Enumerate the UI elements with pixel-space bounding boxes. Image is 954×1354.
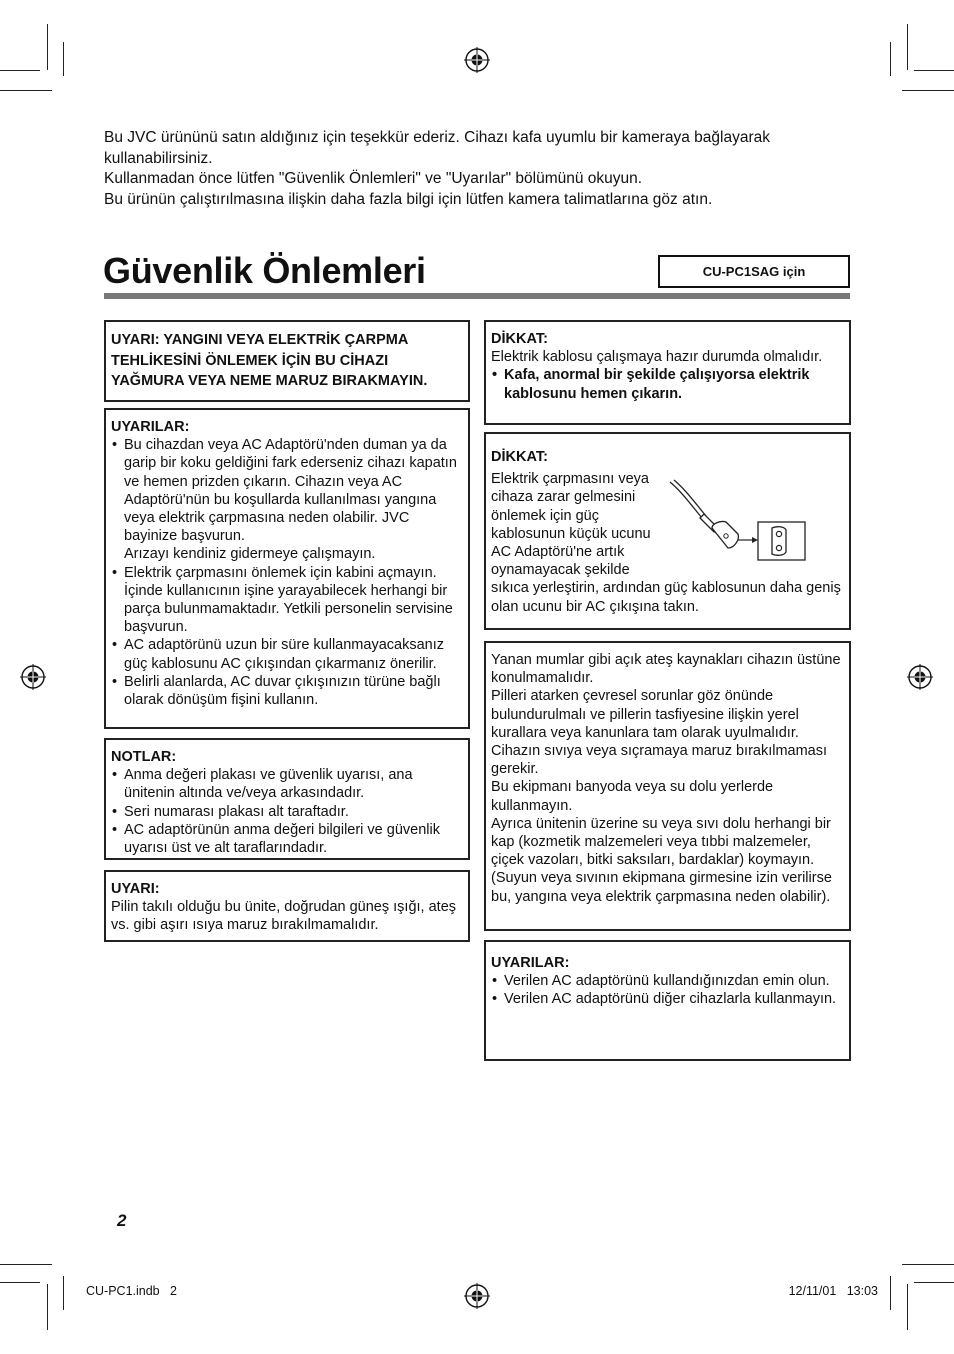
battery-warning-heading: UYARI: bbox=[111, 881, 160, 897]
model-label: CU-PC1SAG için bbox=[658, 255, 850, 288]
caution-text-line: önlemek için güç bbox=[491, 507, 599, 524]
warnings-box bbox=[104, 408, 470, 729]
registration-mark-icon bbox=[907, 664, 933, 690]
caution-box-1 bbox=[484, 320, 851, 425]
notes-box bbox=[104, 738, 470, 860]
caution-text-line: kablosunun küçük ucunu bbox=[491, 525, 651, 542]
notes-heading: NOTLAR: bbox=[111, 749, 177, 765]
footer-file: CU-PC1.indb 2 bbox=[86, 1284, 178, 1298]
registration-mark-icon bbox=[464, 1283, 490, 1309]
list-item bbox=[111, 436, 463, 563]
registration-mark-icon bbox=[20, 664, 46, 690]
caution-heading: DİKKAT: bbox=[491, 449, 548, 465]
list-item: • Belirli alanlarda, AC duvar çıkışınızın türüne bağlı olarak dönüşüm fişini kullanın. bbox=[111, 673, 463, 709]
caution-text-line: AC Adaptörü'ne artık bbox=[491, 544, 625, 561]
list-item: • AC adaptörünün anma değeri bilgileri ve güvenlik uyarısı üst ve alt taraflarındadır. bbox=[111, 821, 463, 857]
list-item: • AC adaptörünü uzun bir süre kullanmayacaksanız güç kablosunu AC çıkışından çıkarmanız önerilir. bbox=[111, 636, 463, 672]
safety-text: Bu ekipmanı banyoda veya su dolu yerlerde kullanmayın. bbox=[491, 779, 774, 814]
general-safety-box bbox=[484, 641, 851, 931]
intro-paragraph: Bu ürünün çalıştırılmasına ilişkin daha fazla bilgi için lütfen kamera talimatlarına göz atın. bbox=[104, 191, 713, 209]
caution-text-line: Elektrik çarpmasını veya bbox=[491, 471, 649, 488]
page-title: Güvenlik Önlemleri bbox=[103, 250, 426, 291]
fire-warning-text: UYARI: YANGINI VEYA ELEKTRİK ÇARPMA TEHLİKESİNİ ÖNLEMEK İÇİN BU CİHAZI YAĞMURA VEYA NEME MARUZ BIRAKMAYIN. bbox=[111, 332, 428, 389]
battery-warning-box bbox=[104, 870, 470, 942]
caution-text-rest: sıkıca yerleştirin, ardından güç kablosunun daha geniş olan ucunu bir AC çıkışına takın. bbox=[491, 580, 841, 615]
list-item: • Anma değeri plakası ve güvenlik uyarısı, ana ünitenin altında ve/veya arkasındadır. bbox=[111, 766, 463, 802]
safety-text: Ayrıca ünitenin üzerine su veya sıvı dolu herhangi bir kap (kozmetik malzemeleri veya tıbbi malzemeler, çiçek vazoları, bitki saksıları, bardaklar) koymayın. (Suyun veya sıvının ekipmana girmesine izin verilirse bu, yangına veya elektrik çarpmasına neden olabilir). bbox=[491, 815, 832, 905]
page-number: 2 bbox=[117, 1211, 127, 1230]
caution-heading: DİKKAT: bbox=[491, 331, 548, 347]
fire-warning-box bbox=[104, 320, 470, 402]
warnings-heading: UYARILAR: bbox=[111, 419, 190, 435]
caution-text-line: oynamayacak şekilde bbox=[491, 562, 630, 579]
warnings-box-2 bbox=[484, 940, 851, 1061]
list-item: • Elektrik çarpmasını önlemek için kabini açmayın. İçinde kullanıcının işine yarayabilecek herhangi bir parça bulunmamaktadır. Yetkili personelin servisine başvurun. bbox=[111, 564, 463, 637]
safety-text: Pilleri atarken çevresel sorunlar göz önünde bulundurulmalı ve pillerin tasfiyesine ilişkin yerel kurallara veya kanunlara tam olarak uyulmalıdır. bbox=[491, 688, 799, 741]
safety-text: Cihazın sıvıya veya sıçramaya maruz bırakılmaması gerekir. bbox=[491, 743, 828, 778]
footer-datetime: 12/11/01 13:03 bbox=[788, 1284, 878, 1298]
list-item: • Verilen AC adaptörünü diğer cihazlarla kullanmayın. bbox=[491, 990, 844, 1008]
registration-mark-icon bbox=[464, 47, 490, 73]
warnings-heading: UYARILAR: bbox=[491, 955, 570, 971]
list-item: • Kafa, anormal bir şekilde çalışıyorsa elektrik kablosunu hemen çıkarın. bbox=[491, 366, 844, 402]
power-cord-plug-icon bbox=[668, 478, 808, 570]
list-item: • Verilen AC adaptörünü kullandığınızdan emin olun. bbox=[491, 972, 844, 990]
intro-text bbox=[104, 128, 864, 211]
title-rule bbox=[104, 293, 850, 299]
warnings-list bbox=[491, 972, 844, 1008]
notes-list bbox=[111, 766, 463, 857]
list-item-text: Bu cihazdan veya AC Adaptörü'nden duman ya da garip bir koku geldiğini fark ederseniz cihazı kapatın ve hemen prizden çıkarın. Cihazın veya AC Adaptörü'nün bu koşullarda kullanılması yangına veya elektrik çarpmasına neden olabilir. JVC bayinize başvurun. bbox=[124, 437, 457, 545]
safety-text: Yanan mumlar gibi açık ateş kaynakları cihazın üstüne konulmamalıdır. bbox=[491, 652, 841, 687]
caution-list bbox=[491, 366, 844, 402]
intro-paragraph: Bu JVC ürününü satın aldığınız için teşekkür ederiz. Cihazı kafa uyumlu bir kameraya bağlayarak kullanabilirsiniz. bbox=[104, 129, 770, 167]
intro-paragraph: Kullanmadan önce lütfen "Güvenlik Önlemleri" ve "Uyarılar" bölümünü okuyun. bbox=[104, 170, 643, 188]
battery-warning-text: Pilin takılı olduğu bu ünite, doğrudan güneş ışığı, ateş vs. gibi aşırı ısıya maruz bırakılmamalıdır. bbox=[111, 899, 457, 934]
caution-text: Elektrik kablosu çalışmaya hazır durumda olmalıdır. bbox=[491, 349, 823, 366]
caution-text-line: cihaza zarar gelmesini bbox=[491, 489, 636, 506]
warnings-list bbox=[111, 436, 463, 709]
list-item: • Seri numarası plakası alt taraftadır. bbox=[111, 803, 463, 821]
sub-note: Arızayı kendiniz gidermeye çalışmayın. bbox=[124, 546, 376, 563]
caution-box-2 bbox=[484, 432, 851, 630]
